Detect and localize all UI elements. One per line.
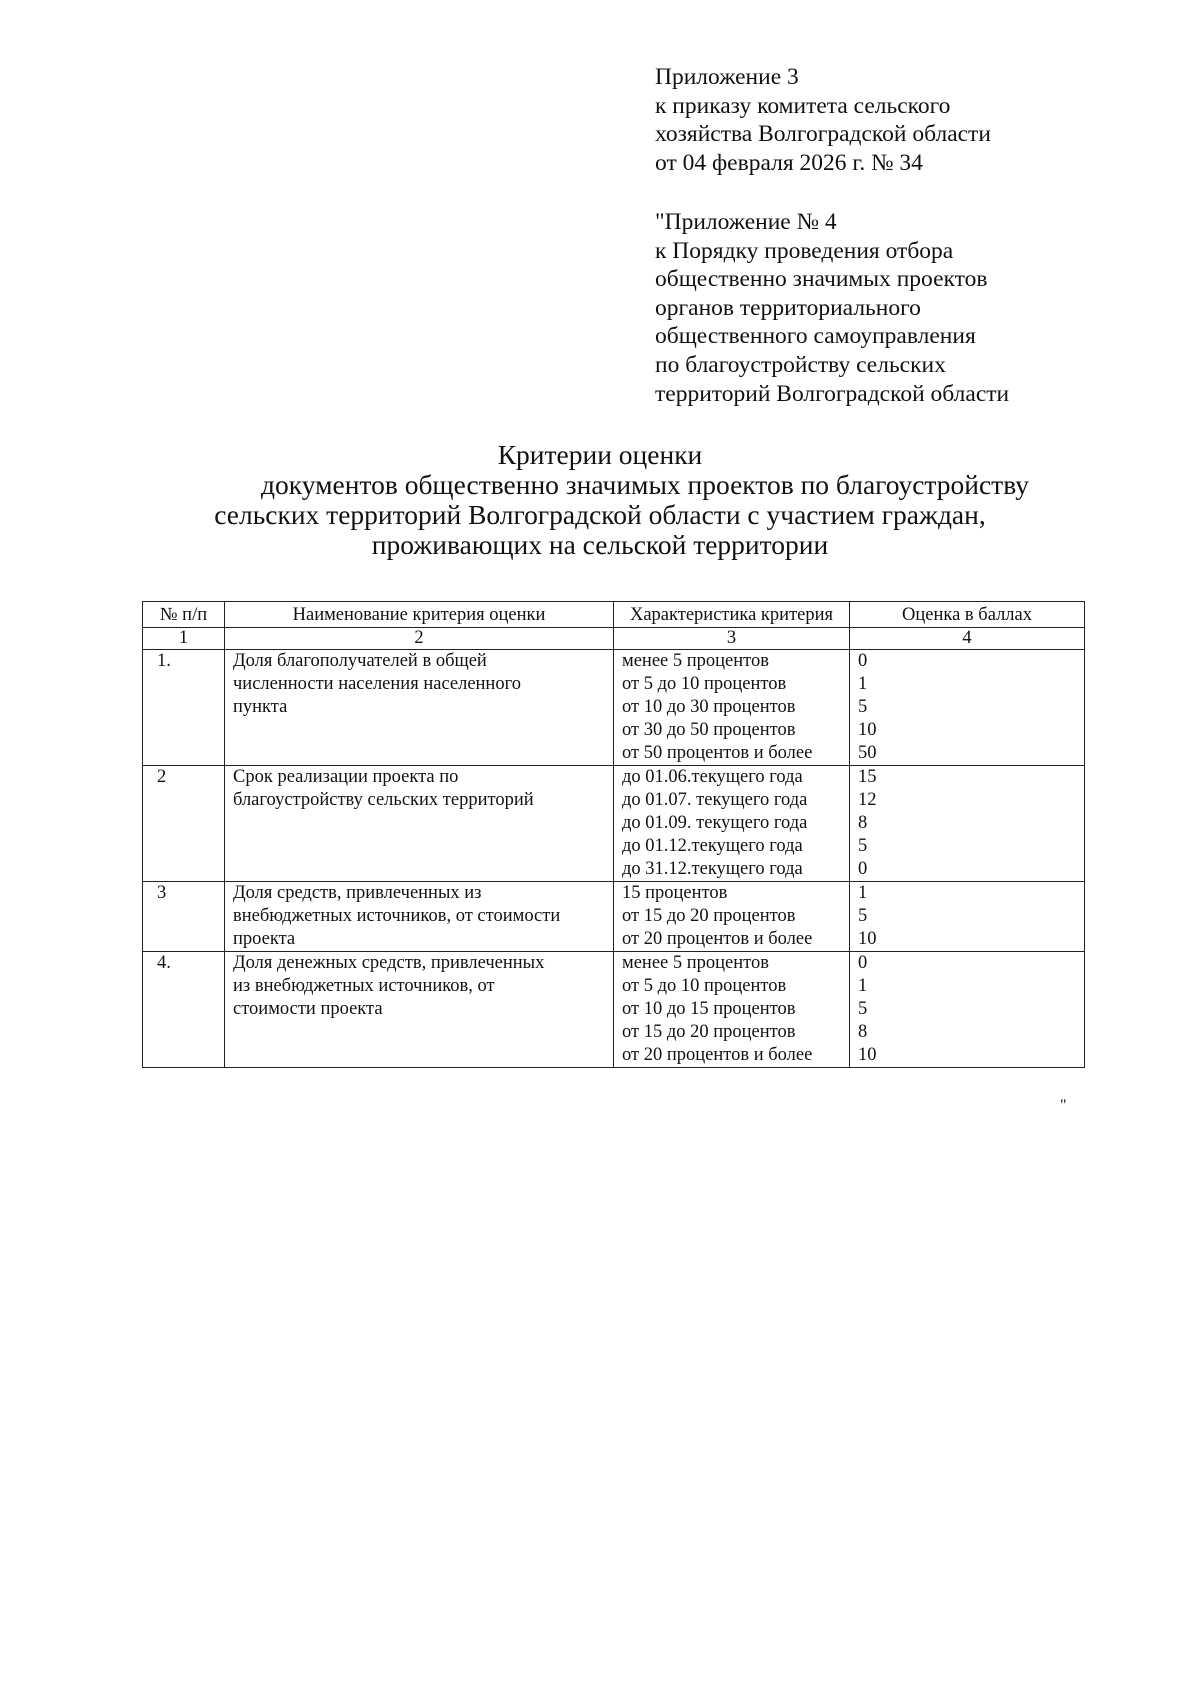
criteria-table bbox=[142, 601, 1085, 1068]
score-value: 0 bbox=[858, 859, 868, 879]
score-value: 5 bbox=[858, 836, 868, 856]
score-value: 1 bbox=[858, 883, 868, 903]
score-value: 0 bbox=[858, 651, 868, 671]
characteristic-line: от 15 до 20 процентов bbox=[622, 1022, 796, 1042]
title-line: документов общественно значимых проектов по благоустройству bbox=[261, 469, 1029, 500]
appendix-3-line: хозяйства Волгоградской области bbox=[655, 121, 991, 148]
row-number: 2 bbox=[143, 766, 225, 882]
score-value: 15 bbox=[858, 767, 877, 787]
appendix-3-block bbox=[655, 63, 1175, 177]
table-row bbox=[143, 766, 1085, 882]
table-header-row bbox=[143, 602, 1085, 628]
score-value: 1 bbox=[858, 976, 868, 996]
criterion-scores bbox=[850, 882, 1085, 952]
header-cell: Оценка в баллах bbox=[850, 602, 1085, 628]
score-value: 12 bbox=[858, 790, 877, 810]
characteristic-line: от 20 процентов и более bbox=[622, 1045, 813, 1065]
criterion-name-line: пункта bbox=[233, 697, 288, 717]
appendix-4-block bbox=[655, 208, 1175, 408]
criterion-name bbox=[225, 650, 614, 766]
appendix-4-line: к Порядку проведения отбора bbox=[655, 237, 954, 264]
criterion-characteristics bbox=[614, 650, 850, 766]
characteristic-line: от 5 до 10 процентов bbox=[622, 976, 787, 996]
criterion-name-line: внебюджетных источников, от стоимости bbox=[233, 906, 561, 926]
score-value: 1 bbox=[858, 674, 868, 694]
table-row bbox=[143, 952, 1085, 1068]
criterion-name-line: Доля средств, привлеченных из bbox=[233, 883, 482, 903]
characteristic-line: до 01.06.текущего года bbox=[622, 767, 803, 787]
characteristic-line: от 15 до 20 процентов bbox=[622, 906, 796, 926]
characteristic-line: от 5 до 10 процентов bbox=[622, 674, 787, 694]
characteristic-line: до 31.12.текущего года bbox=[622, 859, 803, 879]
score-value: 0 bbox=[858, 953, 868, 973]
header-cell: Наименование критерия оценки bbox=[225, 602, 614, 628]
characteristic-line: до 01.07. текущего года bbox=[622, 790, 808, 810]
score-value: 10 bbox=[858, 720, 877, 740]
score-value: 5 bbox=[858, 697, 868, 717]
column-number: 4 bbox=[850, 628, 1085, 650]
score-value: 50 bbox=[858, 743, 877, 763]
header-cell: № п/п bbox=[143, 602, 225, 628]
title-line: проживающих на сельской территории bbox=[371, 529, 829, 560]
characteristic-line: от 20 процентов и более bbox=[622, 929, 813, 949]
characteristic-line: до 01.09. текущего года bbox=[622, 813, 808, 833]
criterion-characteristics bbox=[614, 882, 850, 952]
header-cell: Характеристика критерия bbox=[614, 602, 850, 628]
criterion-scores bbox=[850, 952, 1085, 1068]
table-row bbox=[143, 882, 1085, 952]
criterion-characteristics bbox=[614, 766, 850, 882]
document-title bbox=[120, 440, 1080, 560]
criterion-name-line: стоимости проекта bbox=[233, 999, 383, 1019]
characteristic-line: от 10 до 30 процентов bbox=[622, 697, 796, 717]
title-line: Критерии оценки bbox=[497, 439, 703, 470]
criterion-name-line: благоустройству сельских территорий bbox=[233, 790, 534, 810]
score-value: 10 bbox=[858, 929, 877, 949]
criterion-name-line: численности населения населенного bbox=[233, 674, 521, 694]
criterion-name bbox=[225, 766, 614, 882]
appendix-4-line: общественно значимых проектов bbox=[655, 266, 988, 293]
criterion-name-line: Доля благополучателей в общей bbox=[233, 651, 487, 671]
score-value: 8 bbox=[858, 1022, 868, 1042]
appendix-4-line: "Приложение № 4 bbox=[655, 209, 837, 235]
table-row bbox=[143, 650, 1085, 766]
appendix-4-line: территорий Волгоградской области bbox=[655, 380, 1010, 407]
appendix-4-line: общественного самоуправления bbox=[655, 323, 976, 350]
criterion-characteristics bbox=[614, 952, 850, 1068]
criterion-name-line: Доля денежных средств, привлеченных bbox=[233, 953, 545, 973]
score-value: 5 bbox=[858, 906, 868, 926]
row-number: 1. bbox=[143, 650, 225, 766]
appendix-4-line: по благоустройству сельских bbox=[655, 351, 946, 378]
characteristic-line: до 01.12.текущего года bbox=[622, 836, 803, 856]
column-number: 2 bbox=[225, 628, 614, 650]
closing-quote-mark: " bbox=[1060, 1097, 1067, 1114]
characteristic-line: от 10 до 15 процентов bbox=[622, 999, 796, 1019]
column-number-row bbox=[143, 628, 1085, 650]
criterion-name-line: Срок реализации проекта по bbox=[233, 767, 459, 787]
column-number: 3 bbox=[614, 628, 850, 650]
row-number: 4. bbox=[143, 952, 225, 1068]
score-value: 5 bbox=[858, 999, 868, 1019]
characteristic-line: от 50 процентов и более bbox=[622, 743, 813, 763]
criterion-scores bbox=[850, 766, 1085, 882]
characteristic-line: от 30 до 50 процентов bbox=[622, 720, 796, 740]
characteristic-line: менее 5 процентов bbox=[622, 651, 769, 671]
appendix-3-line: Приложение 3 bbox=[655, 64, 799, 90]
column-number: 1 bbox=[143, 628, 225, 650]
criterion-scores bbox=[850, 650, 1085, 766]
criterion-name-line: из внебюджетных источников, от bbox=[233, 976, 495, 996]
criterion-name-line: проекта bbox=[233, 929, 296, 949]
title-line: сельских территорий Волгоградской области с участием граждан, bbox=[214, 499, 986, 530]
score-value: 8 bbox=[858, 813, 868, 833]
characteristic-line: менее 5 процентов bbox=[622, 953, 769, 973]
appendix-3-line: от 04 февраля 2026 г. № 34 bbox=[655, 149, 923, 176]
criterion-name bbox=[225, 952, 614, 1068]
characteristic-line: 15 процентов bbox=[622, 883, 728, 903]
appendix-4-line: органов территориального bbox=[655, 294, 921, 321]
appendix-3-line: к приказу комитета сельского bbox=[655, 92, 951, 119]
score-value: 10 bbox=[858, 1045, 877, 1065]
criterion-name bbox=[225, 882, 614, 952]
row-number: 3 bbox=[143, 882, 225, 952]
